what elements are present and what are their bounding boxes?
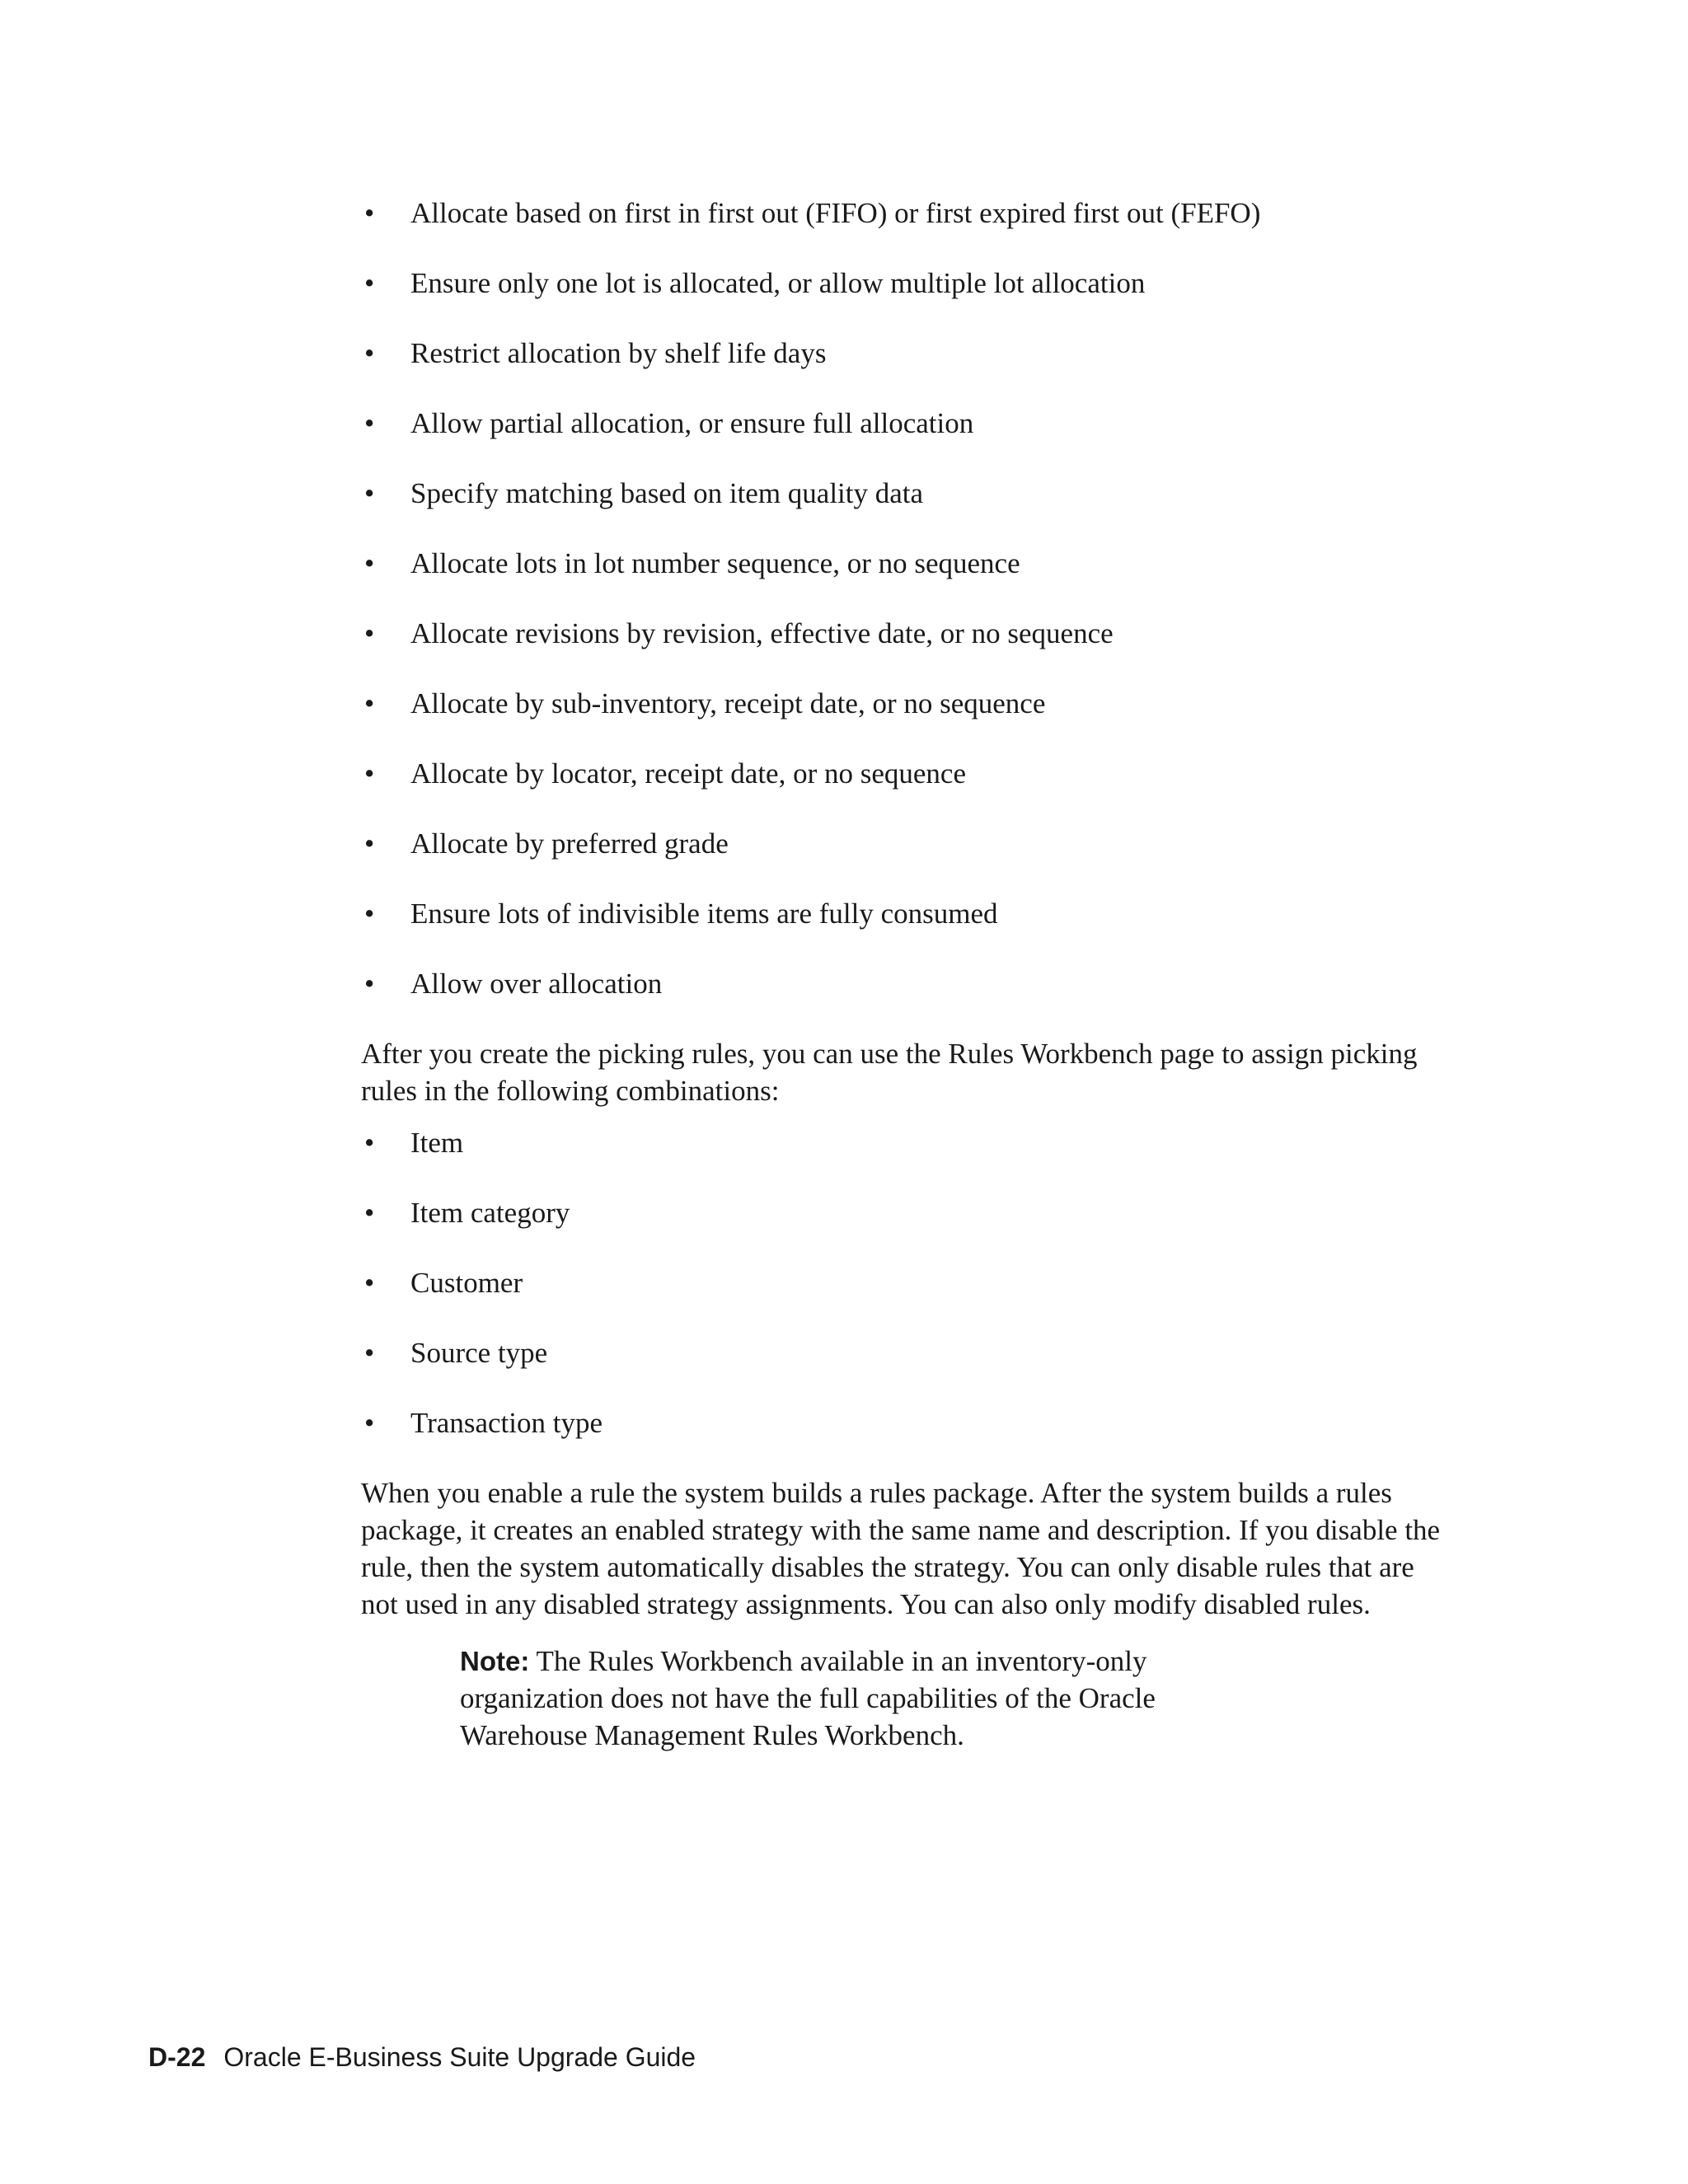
list-item [361,405,1449,442]
note-label: Note: [460,1646,530,1676]
bullet-icon: • [364,1407,375,1439]
bullet-icon: • [364,477,375,509]
bullet-icon: • [364,407,375,439]
intro-paragraph: After you create the picking rules, you can use the Rules Workbench page to assign picking rules in the following combinations: [361,1038,1418,1107]
list-item-text: Restrict allocation by shelf life days [410,337,827,369]
bullet-icon: • [364,267,375,299]
list-item [361,335,1449,372]
list-item [361,965,1449,1002]
list-item-text: Allocate by sub-inventory, receipt date, or no sequence [410,687,1046,719]
list-item [361,1404,1449,1441]
list-item-text: Item category [410,1197,570,1229]
list-item [361,545,1449,582]
bullet-icon: • [364,1197,375,1229]
list-item-text: Transaction type [410,1407,603,1439]
list-item-text: Allocate based on first in first out (FIFO) or first expired first out (FEFO) [410,197,1261,229]
bullet-icon: • [364,687,375,719]
list-item-text: Allocate by preferred grade [410,827,729,860]
list-item [361,755,1449,792]
list-item-text: Source type [410,1337,548,1369]
list-item-text: Allocate lots in lot number sequence, or no sequence [410,547,1020,579]
allocation-criteria-list [361,194,1449,1002]
list-item [361,895,1449,932]
list-item [361,615,1449,652]
list-item-text: Customer [410,1267,523,1299]
list-item-text: Specify matching based on item quality data [410,477,924,509]
bullet-icon: • [364,757,375,790]
bullet-icon: • [364,1337,375,1369]
bullet-icon: • [364,1267,375,1299]
list-item [361,825,1449,862]
list-item [361,475,1449,512]
list-item [361,194,1449,232]
list-item [361,1264,1449,1301]
document-title: Oracle E-Business Suite Upgrade Guide [223,2042,696,2072]
page-footer [148,2041,696,2074]
list-item [361,1124,1449,1161]
list-item [361,685,1449,722]
list-item-text: Allocate revisions by revision, effective date, or no sequence [410,617,1114,649]
rules-paragraph: When you enable a rule the system builds a rules package. After the system builds a rules package, it creates an enabled strategy with the same name and description. If you disable the rule, then the system automatically disables the strategy. You can only disable rules that are not used in any disabled strategy assignments. You can also only modify disabled rules. [361,1477,1441,1620]
note-block [460,1643,1235,1754]
list-item-text: Allocate by locator, receipt date, or no sequence [410,757,966,790]
bullet-icon: • [364,617,375,649]
bullet-icon: • [364,547,375,579]
bullet-icon: • [364,197,375,229]
list-item [361,265,1449,302]
bullet-icon: • [364,1127,375,1159]
list-item-text: Ensure lots of indivisible items are fully consumed [410,898,998,930]
page-content [361,194,1449,1754]
bullet-icon: • [364,827,375,860]
rule-combinations-list [361,1124,1449,1441]
page-number: D-22 [148,2042,206,2072]
list-item [361,1194,1449,1231]
list-item [361,1334,1449,1371]
bullet-icon: • [364,898,375,930]
bullet-icon: • [364,337,375,369]
note-text: The Rules Workbench available in an inventory-only organization does not have the full capabilities of the Oracle Warehouse Management Rules Workbench. [460,1645,1156,1751]
list-item-text: Allow partial allocation, or ensure full allocation [410,407,974,439]
list-item-text: Ensure only one lot is allocated, or allow multiple lot allocation [410,267,1146,299]
list-item-text: Item [410,1127,464,1159]
bullet-icon: • [364,968,375,1000]
list-item-text: Allow over allocation [410,968,663,1000]
